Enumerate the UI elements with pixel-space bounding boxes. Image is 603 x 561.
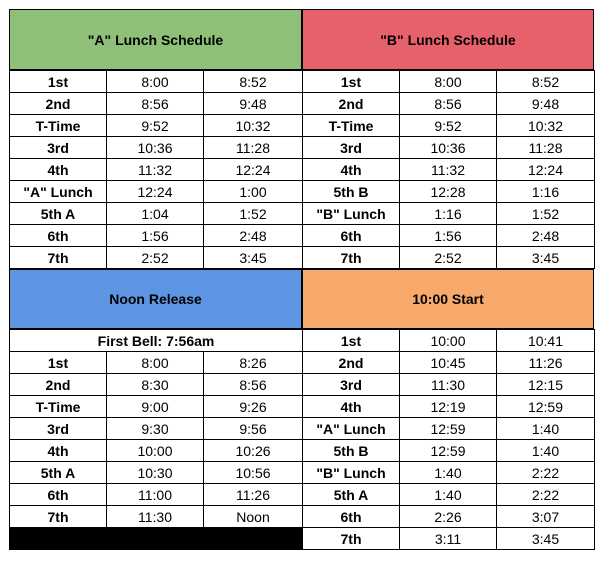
start-time-cell: 11:30 bbox=[107, 506, 204, 528]
noon-release-row bbox=[10, 462, 303, 484]
b-lunch-panel bbox=[302, 9, 594, 269]
period-cell: 2nd bbox=[303, 93, 400, 115]
ten-start-row bbox=[303, 484, 595, 506]
b-lunch-row bbox=[303, 137, 595, 159]
end-time-cell: 1:16 bbox=[497, 181, 595, 203]
start-time-cell: 8:00 bbox=[107, 71, 204, 93]
noon-release-row bbox=[10, 352, 303, 374]
noon-release-filler-bar bbox=[9, 528, 302, 550]
a-lunch-row bbox=[10, 181, 303, 203]
ten-start-panel bbox=[302, 269, 594, 550]
ten-start-row bbox=[303, 440, 595, 462]
period-cell: 3rd bbox=[10, 418, 107, 440]
end-time-cell: 11:26 bbox=[497, 352, 595, 374]
period-cell: T-Time bbox=[10, 396, 107, 418]
period-cell: 5th A bbox=[10, 462, 107, 484]
start-time-cell: 10:30 bbox=[107, 462, 204, 484]
start-time-cell: 12:19 bbox=[400, 396, 497, 418]
ten-start-header bbox=[302, 269, 594, 329]
start-time-cell: 11:00 bbox=[107, 484, 204, 506]
start-time-cell: 9:30 bbox=[107, 418, 204, 440]
b-lunch-row bbox=[303, 225, 595, 247]
period-cell: 4th bbox=[10, 440, 107, 462]
a-lunch-row bbox=[10, 115, 303, 137]
a-lunch-title: "A" Lunch Schedule bbox=[87, 31, 224, 48]
period-cell: "B" Lunch bbox=[303, 462, 400, 484]
ten-start-row bbox=[303, 330, 595, 352]
end-time-cell: 3:07 bbox=[497, 506, 595, 528]
period-cell: "A" Lunch bbox=[303, 418, 400, 440]
end-time-cell: 9:48 bbox=[497, 93, 595, 115]
period-cell: 2nd bbox=[10, 374, 107, 396]
period-cell: 2nd bbox=[303, 352, 400, 374]
noon-release-title: Noon Release bbox=[109, 291, 202, 307]
a-lunch-row bbox=[10, 159, 303, 181]
period-cell: 2nd bbox=[10, 93, 107, 115]
a-lunch-row bbox=[10, 247, 303, 269]
noon-release-row bbox=[10, 506, 303, 528]
b-lunch-row bbox=[303, 159, 595, 181]
period-cell: T-Time bbox=[10, 115, 107, 137]
start-time-cell: 1:40 bbox=[400, 462, 497, 484]
start-time-cell: 10:00 bbox=[400, 330, 497, 352]
noon-release-row bbox=[10, 374, 303, 396]
noon-release-header bbox=[9, 269, 302, 329]
noon-release-panel bbox=[9, 269, 302, 550]
end-time-cell: 8:52 bbox=[497, 71, 595, 93]
start-time-cell: 1:56 bbox=[400, 225, 497, 247]
start-time-cell: 12:24 bbox=[107, 181, 204, 203]
ten-start-row bbox=[303, 462, 595, 484]
ten-start-title: 10:00 Start bbox=[412, 291, 484, 307]
end-time-cell: 10:32 bbox=[204, 115, 303, 137]
b-lunch-row bbox=[303, 203, 595, 225]
a-lunch-row bbox=[10, 225, 303, 247]
period-cell: 6th bbox=[10, 225, 107, 247]
ten-start-row bbox=[303, 506, 595, 528]
period-cell: 6th bbox=[10, 484, 107, 506]
end-time-cell: 10:26 bbox=[204, 440, 303, 462]
noon-release-row bbox=[10, 440, 303, 462]
start-time-cell: 1:04 bbox=[107, 203, 204, 225]
ten-start-row bbox=[303, 396, 595, 418]
period-cell: 7th bbox=[303, 528, 400, 550]
start-time-cell: 2:26 bbox=[400, 506, 497, 528]
end-time-cell: 12:15 bbox=[497, 374, 595, 396]
end-time-cell: 1:52 bbox=[497, 203, 595, 225]
end-time-cell: 1:40 bbox=[497, 440, 595, 462]
b-lunch-row bbox=[303, 93, 595, 115]
end-time-cell: 10:32 bbox=[497, 115, 595, 137]
end-time-cell: 12:59 bbox=[497, 396, 595, 418]
period-cell: 4th bbox=[10, 159, 107, 181]
period-cell: T-Time bbox=[303, 115, 400, 137]
first-bell-row bbox=[10, 330, 303, 352]
period-cell: 5th B bbox=[303, 440, 400, 462]
end-time-cell: 8:52 bbox=[204, 71, 303, 93]
period-cell: "A" Lunch bbox=[10, 181, 107, 203]
start-time-cell: 8:00 bbox=[400, 71, 497, 93]
period-cell: 4th bbox=[303, 159, 400, 181]
b-lunch-row bbox=[303, 247, 595, 269]
period-cell: 3rd bbox=[303, 137, 400, 159]
start-time-cell: 10:00 bbox=[107, 440, 204, 462]
end-time-cell: 9:48 bbox=[204, 93, 303, 115]
start-time-cell: 12:59 bbox=[400, 440, 497, 462]
end-time-cell: 9:26 bbox=[204, 396, 303, 418]
a-lunch-panel bbox=[9, 9, 302, 269]
b-lunch-header bbox=[302, 9, 594, 70]
start-time-cell: 2:52 bbox=[107, 247, 204, 269]
start-time-cell: 11:30 bbox=[400, 374, 497, 396]
a-lunch-row bbox=[10, 71, 303, 93]
end-time-cell: 3:45 bbox=[497, 528, 595, 550]
end-time-cell: 2:48 bbox=[497, 225, 595, 247]
period-cell: 6th bbox=[303, 506, 400, 528]
start-time-cell: 11:32 bbox=[400, 159, 497, 181]
b-lunch-row bbox=[303, 71, 595, 93]
end-time-cell: 8:26 bbox=[204, 352, 303, 374]
start-time-cell: 1:40 bbox=[400, 484, 497, 506]
start-time-cell: 1:16 bbox=[400, 203, 497, 225]
end-time-cell: 12:24 bbox=[497, 159, 595, 181]
a-lunch-row bbox=[10, 93, 303, 115]
period-cell: 5th B bbox=[303, 181, 400, 203]
ten-start-row bbox=[303, 352, 595, 374]
end-time-cell: 11:28 bbox=[204, 137, 303, 159]
ten-start-row bbox=[303, 374, 595, 396]
period-cell: "B" Lunch bbox=[303, 203, 400, 225]
end-time-cell: 1:52 bbox=[204, 203, 303, 225]
end-time-cell: 3:45 bbox=[497, 247, 595, 269]
start-time-cell: 10:36 bbox=[107, 137, 204, 159]
b-lunch-row bbox=[303, 115, 595, 137]
period-cell: 7th bbox=[10, 247, 107, 269]
schedule-sheet bbox=[9, 9, 594, 550]
start-time-cell: 3:11 bbox=[400, 528, 497, 550]
end-time-cell: 1:40 bbox=[497, 418, 595, 440]
end-time-cell: 11:28 bbox=[497, 137, 595, 159]
start-time-cell: 12:28 bbox=[400, 181, 497, 203]
end-time-cell: 10:56 bbox=[204, 462, 303, 484]
start-time-cell: 8:30 bbox=[107, 374, 204, 396]
end-time-cell: 2:22 bbox=[497, 462, 595, 484]
end-time-cell: 2:48 bbox=[204, 225, 303, 247]
period-cell: 3rd bbox=[303, 374, 400, 396]
end-time-cell: 2:22 bbox=[497, 484, 595, 506]
start-time-cell: 9:52 bbox=[400, 115, 497, 137]
a-lunch-row bbox=[10, 203, 303, 225]
period-cell: 4th bbox=[303, 396, 400, 418]
end-time-cell: 9:56 bbox=[204, 418, 303, 440]
end-time-cell: 3:45 bbox=[204, 247, 303, 269]
period-cell: 1st bbox=[10, 71, 107, 93]
start-time-cell: 2:52 bbox=[400, 247, 497, 269]
first-bell-text: First Bell: 7:56am bbox=[97, 332, 215, 349]
start-time-cell: 11:32 bbox=[107, 159, 204, 181]
a-lunch-row bbox=[10, 137, 303, 159]
a-lunch-table bbox=[9, 70, 303, 269]
end-time-cell: 10:41 bbox=[497, 330, 595, 352]
period-cell: 5th A bbox=[10, 203, 107, 225]
ten-start-row bbox=[303, 528, 595, 550]
noon-release-row bbox=[10, 418, 303, 440]
start-time-cell: 9:52 bbox=[107, 115, 204, 137]
start-time-cell: 1:56 bbox=[107, 225, 204, 247]
a-lunch-header bbox=[9, 9, 302, 70]
start-time-cell: 10:45 bbox=[400, 352, 497, 374]
period-cell: 7th bbox=[10, 506, 107, 528]
start-time-cell: 9:00 bbox=[107, 396, 204, 418]
noon-release-row bbox=[10, 484, 303, 506]
b-lunch-title: "B" Lunch Schedule bbox=[380, 31, 516, 48]
first-bell-cell bbox=[10, 330, 303, 352]
period-cell: 1st bbox=[303, 330, 400, 352]
period-cell: 5th A bbox=[303, 484, 400, 506]
start-time-cell: 8:56 bbox=[400, 93, 497, 115]
ten-start-row bbox=[303, 418, 595, 440]
period-cell: 1st bbox=[10, 352, 107, 374]
start-time-cell: 10:36 bbox=[400, 137, 497, 159]
b-lunch-row bbox=[303, 181, 595, 203]
start-time-cell: 12:59 bbox=[400, 418, 497, 440]
period-cell: 3rd bbox=[10, 137, 107, 159]
noon-release-table bbox=[9, 329, 303, 528]
start-time-cell: 8:56 bbox=[107, 93, 204, 115]
end-time-cell: Noon bbox=[204, 506, 303, 528]
noon-release-row bbox=[10, 396, 303, 418]
end-time-cell: 12:24 bbox=[204, 159, 303, 181]
period-cell: 7th bbox=[303, 247, 400, 269]
period-cell: 1st bbox=[303, 71, 400, 93]
end-time-cell: 8:56 bbox=[204, 374, 303, 396]
ten-start-table bbox=[302, 329, 595, 550]
start-time-cell: 8:00 bbox=[107, 352, 204, 374]
b-lunch-table bbox=[302, 70, 595, 269]
period-cell: 6th bbox=[303, 225, 400, 247]
end-time-cell: 1:00 bbox=[204, 181, 303, 203]
end-time-cell: 11:26 bbox=[204, 484, 303, 506]
